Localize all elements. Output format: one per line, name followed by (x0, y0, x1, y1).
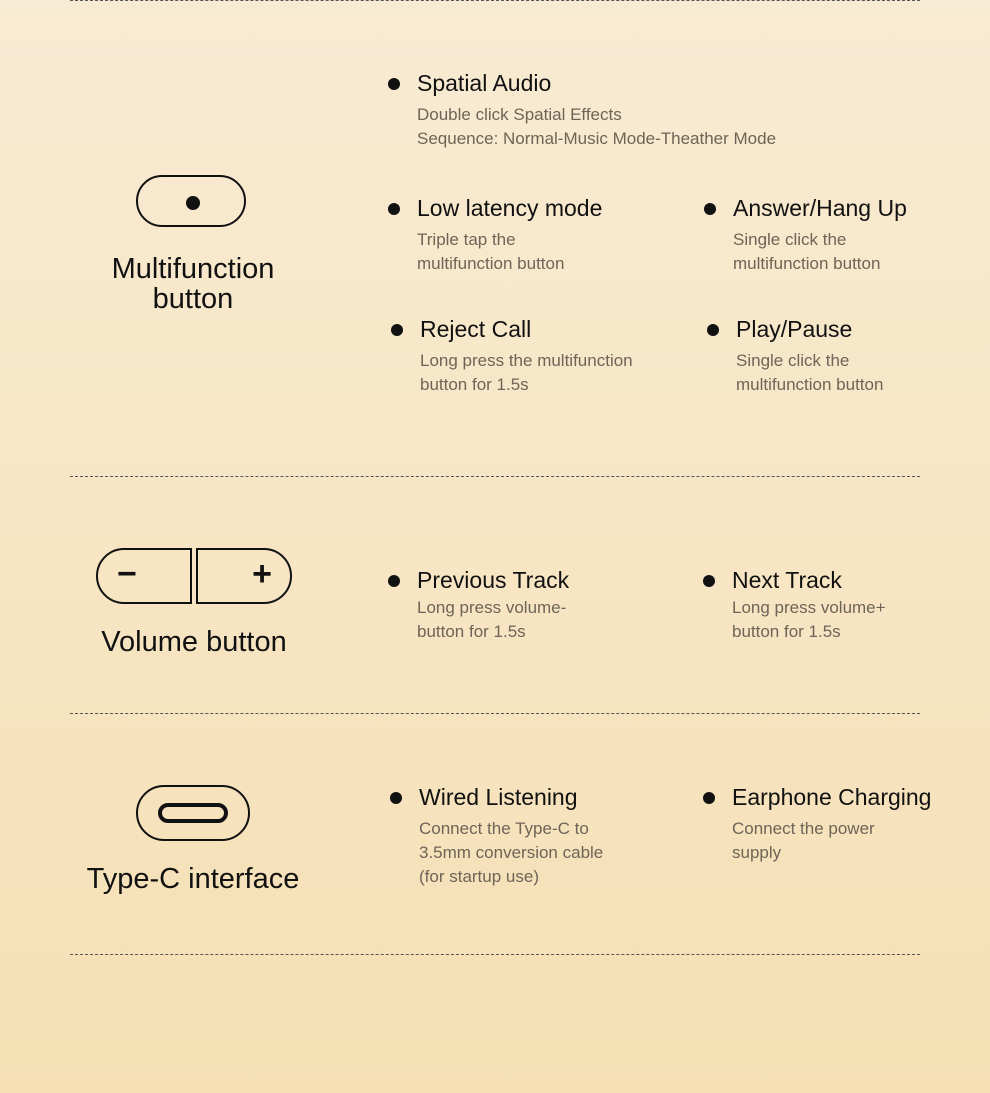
feature-spatial-audio (388, 69, 848, 159)
type-c-slot (158, 803, 228, 823)
bullet-icon (703, 575, 715, 587)
bullet-icon (391, 324, 403, 336)
typec-label: Type-C interface (86, 863, 300, 895)
multifunction-button-icon (136, 175, 246, 227)
divider-3 (70, 954, 920, 955)
feature-title: Reject Call (420, 316, 532, 342)
feature-play-pause (707, 315, 977, 405)
divider-1 (70, 476, 920, 477)
bullet-icon (707, 324, 719, 336)
feature-wired-listening (390, 783, 690, 893)
type-c-port-icon (136, 785, 250, 841)
bullet-icon (388, 203, 400, 215)
feature-next-track (703, 566, 973, 646)
feature-title: Wired Listening (419, 784, 578, 810)
feature-desc: Triple tap the multifunction button (417, 230, 565, 273)
feature-desc: Single click the multifunction button (733, 230, 881, 273)
button-dot (186, 196, 200, 210)
feature-previous-track (388, 566, 688, 646)
feature-desc: Long press volume- button for 1.5s (417, 598, 567, 641)
feature-title: Spatial Audio (417, 70, 552, 96)
bullet-icon (703, 792, 715, 804)
volume-button-icon (96, 548, 292, 604)
feature-title: Earphone Charging (732, 784, 932, 810)
feature-desc: Single click the multifunction button (736, 351, 884, 394)
feature-earphone-charging (703, 783, 973, 873)
feature-desc: Connect the power supply (732, 819, 875, 862)
feature-low-latency (388, 194, 688, 284)
feature-title: Previous Track (417, 567, 570, 593)
bullet-icon (390, 792, 402, 804)
volume-minus-icon (96, 548, 192, 604)
feature-answer-hang-up (704, 194, 974, 284)
volume-label: Volume button (101, 626, 287, 658)
divider-2 (70, 713, 920, 714)
bullet-icon (704, 203, 716, 215)
feature-desc: Long press the multifunction button for 1.5s (420, 351, 633, 394)
feature-title: Low latency mode (417, 195, 603, 221)
feature-desc: Connect the Type-C to 3.5mm conversion cable (for startup use) (419, 819, 604, 886)
feature-desc: Double click Spatial Effects Sequence: Normal-Music Mode-Theather Mode (417, 105, 777, 148)
multifunction-label: Multifunction button (111, 253, 275, 315)
plus-glyph: + (252, 555, 272, 593)
bullet-icon (388, 78, 400, 90)
bullet-icon (388, 575, 400, 587)
feature-title: Answer/Hang Up (733, 195, 907, 221)
divider-top (70, 0, 920, 1)
feature-title: Play/Pause (736, 316, 853, 342)
volume-plus-icon (196, 548, 292, 604)
feature-title: Next Track (732, 567, 842, 593)
feature-desc: Long press volume+ button for 1.5s (732, 598, 886, 641)
minus-glyph: − (117, 555, 137, 593)
feature-reject-call (391, 315, 691, 405)
